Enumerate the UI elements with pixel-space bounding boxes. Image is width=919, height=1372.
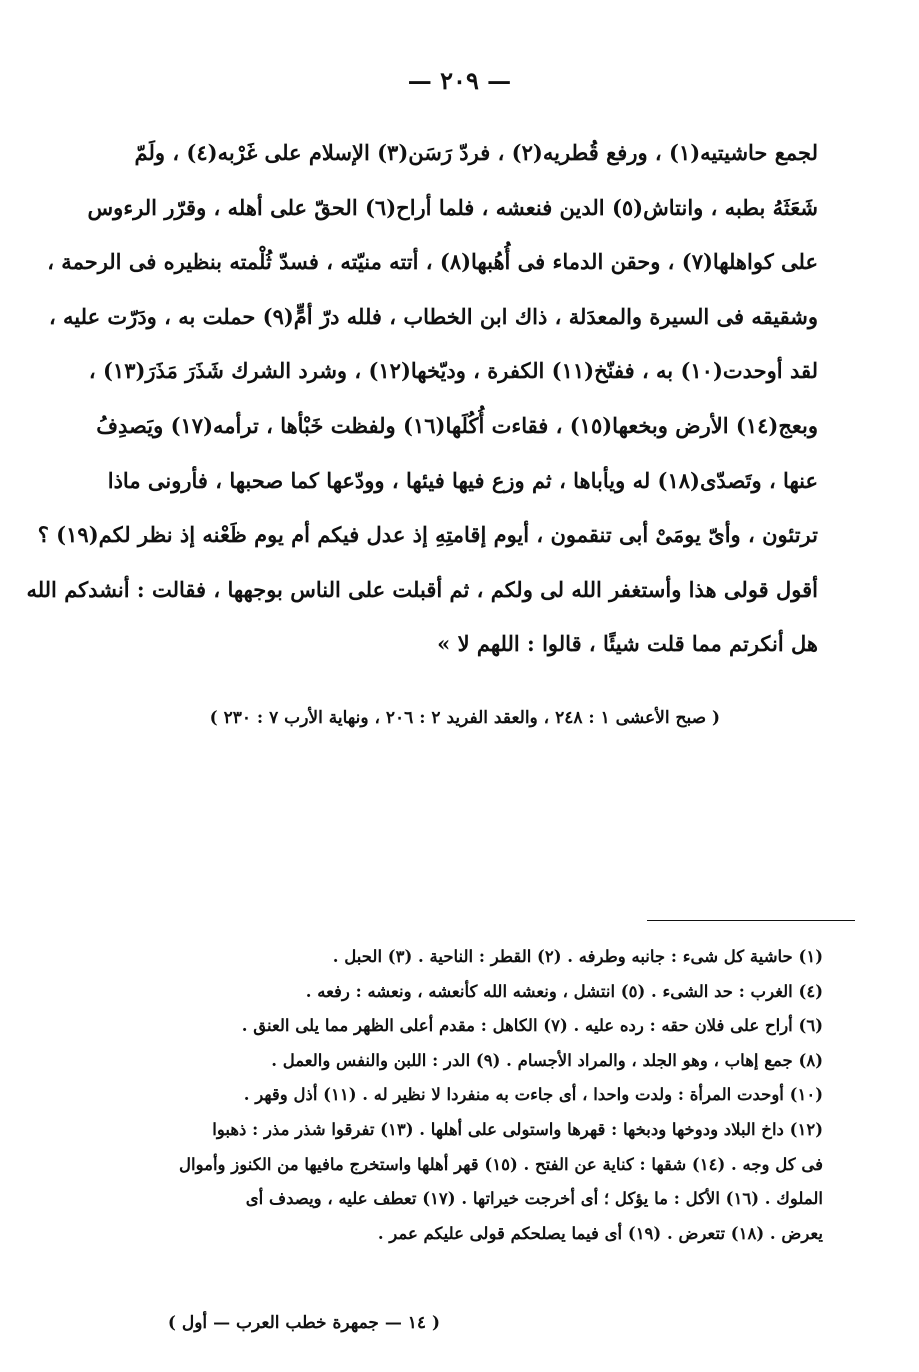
source-citation: ( صبح الأعشى ١ : ٢٤٨ ، والعقد الفريد ٢ : ٢٠٦ ، ونهاية الأرب ٧ : ٢٣٠ ) [209,708,720,728]
footnotes [118,940,823,1251]
footnote-line: فى كل وجه . (١٤) شقها : كناية عن الفتح . (١٥) قهر أهلها واستخرج مافيها من الكنوز وأموال [179,1154,823,1174]
footnote-line: (٤) الغرب : حد الشىء . (٥) انتشل ، ونعشه الله كأنعشه ، ونعشه : رفعه . [305,981,823,1001]
main-text [26,126,818,672]
text-line: أقول قولى هذا وأستغفر الله لى ولكم ، ثم أقبلت على الناس بوجهها ، فقالت : أنشدكم الله [26,576,818,602]
footnote-line: (١٢) داخ البلاد ودوخها ودبخها : قهرها واستولى على أهلها . (١٣) تفرقوا شذر مذر : ذهبوا [212,1119,823,1139]
footnote-line: (١) حاشية كل شىء : جانبه وطرفه . (٢) القطر : الناحية . (٣) الحبل . [332,947,823,966]
text-line: هل أنكرتم مما قلت شيئًا ، قالوا : اللهم لا » [437,631,818,657]
footnote-line: الملوك . (١٦) الأكل : ما يؤكل ؛ أى أخرجت خيراتها . (١٧) تعطف عليه ، ويصدف أى [245,1189,823,1209]
text-line: على كواهلها(٧) ، وحقن الدماء فى أُهُبها(٨) ، أتته منيّته ، فسدّ ثُلْمته بنظيره فى الرحمة ، [47,249,818,275]
text-line: لقد أوحدت(١٠) به ، ففنّخ(١١) الكفرة ، وديّخها(١٢) ، وشرد الشرك شَذَرَ مَذَرَ(١٣) ، [88,358,818,384]
text-line: لجمع حاشيتيه(١) ، ورفع قُطريه(٢) ، فردّ رَسَن(٣) الإسلام على غَرْبه(٤) ، ولَمّ [134,140,818,165]
text-line: ترتئون ، وأىّ يومَىْ أبى تنقمون ، أيوم إقامتِهِ إذ عدل فيكم أم يوم ظَعْنه إذ نظر لكم(١٩) ؟ [37,522,818,548]
footnote-line: (٦) أراح على فلان حقه : رده عليه . (٧) الكاهل : مقدم أعلى الظهر مما يلى العنق . [241,1016,823,1036]
text-line: وشقيقه فى السيرة والمعدَلة ، ذاك ابن الخطاب ، فلله درّ أمٍّ(٩) حملت به ، ودَرّت عليه ، [48,303,818,329]
footnote-line: (٨) جمع إهاب ، وهو الجلد ، والمراد الأجسام . (٩) الدر : اللبن والنفس والعمل . [271,1050,823,1070]
footnote-line: (١٠) أوحدت المرأة : ولدت واحدا ، أى جاءت به منفردا لا نظير له . (١١) أذل وقهر . [243,1085,823,1105]
footnote-line: يعرض . (١٨) تتعرض . (١٩) أى فيما يصلحكم قولى عليكم عمر . [377,1223,823,1243]
text-line: وبعج(١٤) الأرض وبخعها(١٥) ، فقاءت أُكُلَها(١٦) ولفظت خَبْأها ، ترأمه(١٧) ويَصدِفُ [96,412,818,438]
footnote-divider [647,920,855,921]
text-line: شَعَثَهُ بطبه ، وانتاش(٥) الدين فنعشه ، فلما أراح(٦) الحقّ على أهله ، وقرّر الرءوس [87,194,818,220]
page-number: — ٢٠٩ — [407,66,512,95]
text-line: عنها ، وتَصدّى(١٨) له ويأباها ، ثم وزع فيها فيئها ، وودّعها كما صحبها ، فأرونى ماذا [107,467,818,493]
book-signature: ( ١٤ — جمهرة خطب العرب — أول ) [167,1313,440,1333]
